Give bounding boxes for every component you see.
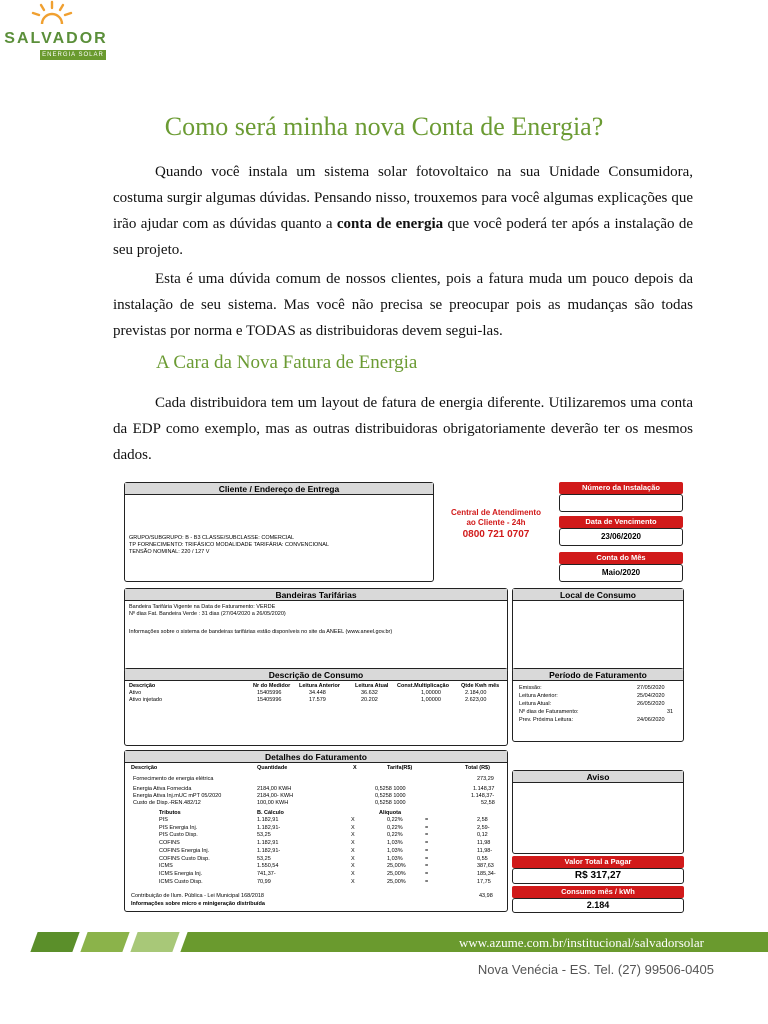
tributos-cell: COFINS Custo Disp. bbox=[159, 855, 210, 862]
descricao-cell: 15405996 bbox=[257, 697, 282, 703]
descricao-header: Descrição bbox=[129, 683, 156, 689]
detalhes-header: Quantidade bbox=[257, 765, 288, 771]
tributos-cell: 1,03% bbox=[387, 840, 403, 847]
tributos-cell: ICMS Custo Disp. bbox=[159, 878, 203, 885]
tributos-cell: ICMS Energia Inj. bbox=[159, 870, 203, 877]
numero-value bbox=[559, 494, 683, 512]
detalhes-cell: 1.148,37- bbox=[471, 793, 495, 799]
aviso-title: Aviso bbox=[513, 771, 683, 783]
detalhes-title: Detalhes do Faturamento bbox=[125, 751, 507, 763]
periodo-value: 31 bbox=[667, 709, 674, 715]
periodo-box bbox=[512, 668, 684, 742]
page-title: Como será minha nova Conta de Energia? bbox=[164, 112, 604, 141]
periodo-value: 24/06/2020 bbox=[637, 717, 665, 723]
footer-segment bbox=[30, 932, 79, 952]
invoice-sample bbox=[122, 478, 686, 914]
tributos-cell: COFINS bbox=[159, 840, 180, 847]
descricao-cell: 2.623,00 bbox=[465, 697, 487, 703]
detalhes-cell: 273,29 bbox=[477, 776, 494, 782]
vencimento-value: 23/06/2020 bbox=[559, 528, 683, 546]
tributos-cell: 1,03% bbox=[387, 855, 403, 862]
descricao-cell: Ativo bbox=[129, 690, 142, 696]
tributos-cell: 53,25 bbox=[257, 832, 271, 839]
descricao-cell: 1,00000 bbox=[421, 690, 441, 696]
descricao-cell: Ativo injetado bbox=[129, 697, 163, 703]
consumo-value: 2.184 bbox=[512, 898, 684, 913]
local-title: Local de Consumo bbox=[513, 589, 683, 601]
detalhes-cell: 1.148,37 bbox=[473, 786, 495, 792]
bandeiras-line: Nº dias Fat. Bandeira Verde : 31 dias (27/04/2020 a 26/05/2020) bbox=[129, 611, 286, 617]
detalhes-cell: Energia Ativa Inj.mUC mPT 05/2020 bbox=[133, 793, 222, 799]
detalhes-header: X bbox=[353, 765, 357, 771]
periodo-label: Leitura Atual: bbox=[519, 701, 552, 707]
tributos-cell: 53,25 bbox=[257, 855, 271, 862]
footer-segment bbox=[130, 932, 179, 952]
tributos-cell: 1,03% bbox=[387, 847, 403, 854]
tributos-cell: 185,34- bbox=[477, 870, 496, 877]
tributos-cell: X bbox=[351, 840, 355, 847]
tributos-cell: 25,00% bbox=[387, 870, 406, 877]
tributos-cell: 1.182,91 bbox=[257, 817, 279, 823]
central-phone: 0800 721 0707 bbox=[462, 529, 530, 540]
third-paragraph: Cada distribuidora tem um layout de fatura de energia diferente. Utilizaremos uma conta da EDP como exemplo, mas as outras distribuidoras obrigatoriamente deverão ter os mesmos dados. bbox=[113, 395, 693, 463]
contribuicao-label: Contribuição de Ilum. Pública - Lei Municipal 168/2018 bbox=[131, 893, 264, 899]
tributos-cell: 11,98- bbox=[477, 847, 493, 854]
salvador-logo bbox=[0, 0, 112, 60]
tributos-cell: ICMS bbox=[159, 863, 173, 870]
central-line: ao Cliente - 24h bbox=[466, 518, 526, 527]
detalhes-cell: 2184,00- KWH bbox=[257, 793, 294, 799]
numero-label: Número da Instalação bbox=[559, 482, 683, 494]
mes-label: Conta do Mês bbox=[559, 552, 683, 564]
detalhes-cell: 2184,00 KWH bbox=[257, 786, 292, 792]
tributos-cell: = bbox=[425, 832, 429, 839]
tributos-cell: = bbox=[425, 863, 429, 870]
mes-value: Maio/2020 bbox=[559, 564, 683, 582]
tributos-cell: X bbox=[351, 870, 355, 877]
detalhes-cell: 0,5258 1000 bbox=[375, 793, 406, 799]
cliente-box bbox=[124, 482, 434, 582]
tributos-cell: 0,55 bbox=[477, 855, 488, 862]
tributos-cell: X bbox=[351, 855, 355, 862]
logo-subtitle: ENERGIA SOLAR bbox=[40, 50, 106, 60]
tributos-cell: 2,59- bbox=[477, 824, 490, 831]
tributos-cell: X bbox=[351, 817, 355, 823]
tributos-cell: = bbox=[425, 817, 429, 823]
tributos-header: Tributos bbox=[159, 810, 181, 816]
tributos-cell: 2,58 bbox=[477, 817, 488, 823]
tributos-cell: 1.550,54 bbox=[257, 863, 279, 870]
tributos-cell: PIS Energia Inj. bbox=[159, 824, 198, 831]
section-heading: A Cara da Nova Fatura de Energia bbox=[156, 352, 418, 373]
valor-value: R$ 317,27 bbox=[512, 868, 684, 884]
tributos-cell: X bbox=[351, 824, 355, 831]
cliente-line: TENSÃO NOMINAL: 220 / 127 V bbox=[129, 549, 210, 555]
descricao-cell: 34.448 bbox=[309, 690, 326, 696]
periodo-label: Emissão: bbox=[519, 685, 542, 691]
descricao-header: Nr do Medidor bbox=[253, 683, 291, 689]
footer-segment bbox=[80, 932, 129, 952]
tributos-cell: 1.182,91- bbox=[257, 847, 281, 854]
detalhes-header: Total (R$) bbox=[465, 765, 490, 771]
descricao-title: Descrição de Consumo bbox=[125, 669, 507, 681]
descricao-header: Leitura Atual bbox=[355, 683, 389, 689]
cliente-line: GRUPO/SUBGRUPO: B - B3 CLASSE/SUBCLASSE: COMERCIAL bbox=[129, 535, 295, 541]
descricao-cell: 2.184,00 bbox=[465, 690, 487, 696]
descricao-box bbox=[124, 668, 508, 746]
bandeiras-title: Bandeiras Tarifárias bbox=[125, 589, 507, 601]
detalhes-cell: 100,00 KWH bbox=[257, 800, 289, 806]
descricao-cell: 36.632 bbox=[361, 690, 378, 696]
detalhes-cell: Energia Ativa Fornecida bbox=[133, 786, 192, 792]
tributos-cell: 0,22% bbox=[387, 832, 403, 839]
footer-address: Nova Venécia - ES. Tel. (27) 99506-0405 bbox=[477, 962, 714, 977]
detalhes-box bbox=[124, 750, 508, 912]
descricao-cell: 1,00000 bbox=[421, 697, 441, 703]
detalhes-header: Tarifa(R$) bbox=[387, 765, 413, 771]
periodo-value: 26/05/2020 bbox=[637, 701, 665, 707]
tributos-cell: = bbox=[425, 840, 429, 847]
consumo-label: Consumo mês / kWh bbox=[512, 886, 684, 898]
micro-info: Informações sobre micro e minigeração distribuída bbox=[131, 901, 265, 907]
descricao-header: Leitura Anterior bbox=[299, 683, 341, 689]
tributos-cell: 70,99 bbox=[257, 878, 271, 885]
cliente-line: TP FORNECIMENTO: TRIFÁSICO MODALIDADE TARIFÁRIA: CONVENCIONAL bbox=[129, 542, 329, 548]
descricao-cell: 15405996 bbox=[257, 690, 282, 696]
tributos-cell: 387,63 bbox=[477, 863, 494, 870]
tributos-cell: = bbox=[425, 855, 429, 862]
logo-brand: SALVADOR bbox=[4, 30, 108, 47]
tributos-cell: X bbox=[351, 847, 355, 854]
detalhes-cell: Fornecimento de energia elétrica bbox=[133, 776, 214, 782]
sun-icon bbox=[30, 0, 74, 26]
detalhes-cell: 0,5258 1000 bbox=[375, 786, 406, 792]
tributos-cell: PIS Custo Disp. bbox=[159, 832, 198, 839]
descricao-cell: 20.202 bbox=[361, 697, 378, 703]
intro-text-bold: conta de energia bbox=[336, 216, 444, 232]
vencimento-label: Data de Vencimento bbox=[559, 516, 683, 528]
tributos-cell: = bbox=[425, 824, 429, 831]
intro-text-a: Quando você instala um sistema solar fotovoltaico na sua Unidade Consumidora, costuma surgir algumas dúvidas. Pensando nisso, trouxemos para você algumas explicações que irão ajudar com as dúvidas quanto a bbox=[113, 164, 693, 232]
periodo-value: 27/05/2020 bbox=[637, 685, 665, 691]
tributos-cell: X bbox=[351, 878, 355, 885]
tributos-cell: 25,00% bbox=[387, 863, 406, 870]
cliente-title: Cliente / Endereço de Entrega bbox=[125, 483, 433, 495]
valor-label: Valor Total a Pagar bbox=[512, 856, 684, 868]
footer-url[interactable]: www.azume.com.br/institucional/salvadorsolar bbox=[458, 935, 704, 950]
tributos-cell: 17,75 bbox=[477, 878, 491, 885]
descricao-header: Const.Multiplicação bbox=[397, 683, 449, 689]
tributos-cell: 0,12 bbox=[477, 832, 488, 839]
local-box bbox=[512, 588, 684, 672]
second-paragraph: Esta é uma dúvida comum de nossos clientes, pois a fatura muda um pouco depois da instalação de seu sistema. Mas você não precisa se preocupar pois as mudanças são todas previstas por norma e TODAS as distribuidoras devem segui-las. bbox=[113, 271, 693, 339]
aviso-box bbox=[512, 770, 684, 854]
periodo-label: Nº dias de Faturamento: bbox=[519, 709, 579, 715]
contribuicao-value: 43,98 bbox=[479, 893, 493, 899]
tributos-cell: 25,00% bbox=[387, 878, 406, 885]
tributos-cell: COFINS Energia Inj. bbox=[159, 847, 210, 854]
tributos-header: B. Cálculo bbox=[257, 810, 284, 816]
bandeiras-line: Bandeira Tarifária Vigente na Data de Faturamento: VERDE bbox=[129, 604, 276, 610]
tributos-cell: X bbox=[351, 863, 355, 870]
detalhes-header: Descrição bbox=[131, 765, 158, 771]
intro-paragraph bbox=[113, 159, 693, 263]
periodo-label: Prev. Próxima Leitura: bbox=[519, 717, 574, 723]
tributos-header: Alíquota bbox=[379, 810, 401, 816]
tributos-cell: 0,22% bbox=[387, 817, 403, 823]
descricao-cell: 17.579 bbox=[309, 697, 326, 703]
descricao-header: Qtde Kwh mês bbox=[461, 683, 500, 689]
intro-text-b: que você poderá ter após a instalação de seu projeto. bbox=[113, 216, 694, 258]
tributos-cell: 1.182,91- bbox=[257, 824, 281, 831]
tributos-cell: = bbox=[425, 847, 429, 854]
tributos-cell: = bbox=[425, 870, 429, 877]
bandeiras-info: Informações sobre o sistema de bandeiras tarifárias estão disponíveis no site da ANEEL (www.aneel.gov.br) bbox=[129, 629, 393, 635]
tributos-cell: 0,22% bbox=[387, 824, 403, 831]
tributos-cell: 1.182,91 bbox=[257, 840, 279, 847]
detalhes-cell: 0,5258 1000 bbox=[375, 800, 406, 806]
tributos-cell: PIS bbox=[159, 817, 168, 823]
bandeiras-box bbox=[124, 588, 508, 672]
tributos-cell: 11,98 bbox=[477, 840, 491, 847]
periodo-label: Leitura Anterior: bbox=[519, 693, 558, 699]
periodo-value: 25/04/2020 bbox=[637, 693, 665, 699]
tributos-cell: = bbox=[425, 878, 429, 885]
tributos-cell: 741,37- bbox=[257, 870, 276, 877]
central-atendimento bbox=[436, 508, 556, 540]
detalhes-cell: 52,58 bbox=[481, 800, 495, 806]
periodo-title: Período de Faturamento bbox=[513, 669, 683, 681]
central-line: Central de Atendimento bbox=[451, 508, 541, 517]
detalhes-cell: Custo de Disp.-REN.482/12 bbox=[133, 800, 201, 806]
tributos-cell: X bbox=[351, 832, 355, 839]
